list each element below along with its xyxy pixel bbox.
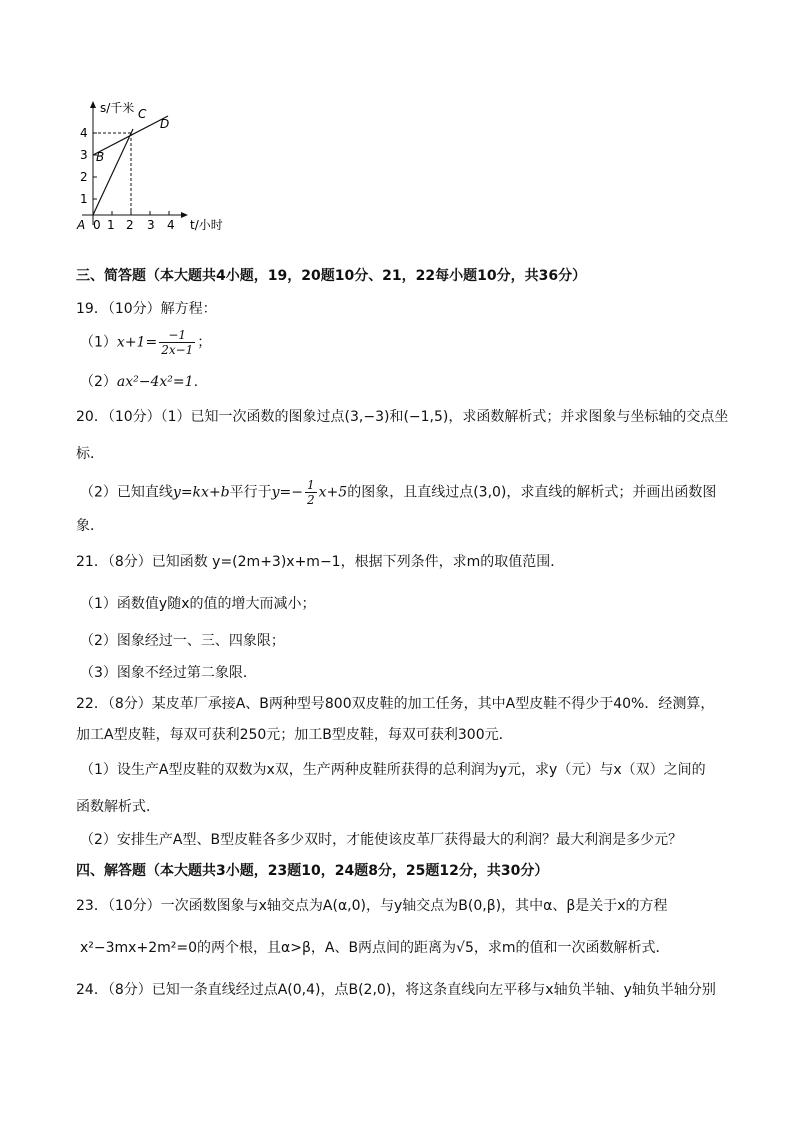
zero-label: 0 xyxy=(93,218,101,232)
q19-part1-numerator: −1 xyxy=(159,328,195,343)
q20-part2-e: x+5 xyxy=(318,484,348,501)
q20-part2-numerator: 1 xyxy=(307,478,315,492)
q23-line1: 23．（10分）一次函数图象与x轴交点为A(α,0)，与y轴交点为B(0,β)，其中α、β是关于x的方程 xyxy=(76,898,668,914)
q22-line5: （2）安排生产A型、B型皮鞋各多少双时，才能使该皮革厂获得最大的利润？最大利润是多少元？ xyxy=(80,832,683,848)
x-tick-1: 1 xyxy=(107,218,115,232)
q20-part2-f: 的图象，且直线过点(3,0)，求直线的解析式；并画出函数图 xyxy=(347,484,717,501)
q20-part2-a: （2）已知直线 xyxy=(80,484,173,501)
q20-part2-d: y=− xyxy=(271,484,304,501)
y-axis-label: s/千米 xyxy=(100,101,135,115)
y-tick-1: 1 xyxy=(80,192,88,206)
x-axis-label: t/小时 xyxy=(190,218,223,232)
point-label-B: B xyxy=(96,150,105,164)
q19-part1-fraction xyxy=(159,328,195,357)
y-axis-arrow xyxy=(90,101,96,108)
q22-line2: 加工A型皮鞋，每双可获利250元；加工B型皮鞋，每双可获利300元． xyxy=(76,727,513,743)
x-axis-arrow xyxy=(181,212,188,218)
q19-part2 xyxy=(80,372,208,392)
point-label-C: C xyxy=(138,107,147,121)
y-tick-3: 3 xyxy=(80,148,88,162)
q21-stem: 21．（8分）已知函数 y=(2m+3)x+m−1，根据下列条件，求m的取值范围． xyxy=(76,554,565,570)
y-tick-4: 4 xyxy=(80,126,88,140)
y-tick-2: 2 xyxy=(80,170,88,184)
line-from-A xyxy=(93,129,133,215)
section4-heading: 四、解答题（本大题共3小题，23题10，24题8分，25题12分，共30分） xyxy=(76,863,549,879)
q20-part2-denominator: 2 xyxy=(307,493,315,507)
q20-part2 xyxy=(80,478,716,507)
q20-part2-c: 平行于 xyxy=(229,484,272,501)
x-tick-3: 3 xyxy=(147,218,155,232)
q19-part1-left: x+1= xyxy=(116,334,158,351)
q19-part1-denominator: 2x−1 xyxy=(161,343,194,357)
point-label-D: D xyxy=(160,117,170,131)
q20-line2: 标． xyxy=(76,446,104,462)
q19-part2-expr: ax²−4x²=1． xyxy=(116,374,208,390)
q22-line4: 函数解析式． xyxy=(76,799,160,815)
q21-part2: （2）图象经过一、三、四象限； xyxy=(80,633,285,649)
q22-line1: 22．（8分）某皮革厂承接A、B两种型号800双皮鞋的加工任务，其中A型皮鞋不得少于40%．经测算， xyxy=(76,696,715,712)
x-tick-4: 4 xyxy=(167,218,175,232)
distance-time-graph xyxy=(70,95,270,240)
section3-heading: 三、简答题（本大题共4小题，19，20题10分、21，22每小题10分，共36分） xyxy=(76,268,587,284)
q24-line1: 24．（8分）已知一条直线经过点A(0,4)，点B(2,0)，将这条直线向左平移与x轴负半轴、y轴负半轴分别 xyxy=(76,982,716,998)
q20-part2-b: y=kx+b xyxy=(172,484,230,501)
x-tick-2: 2 xyxy=(126,218,134,232)
q19-stem: 19．（10分）解方程： xyxy=(76,301,217,317)
q21-part1: （1）函数值y随x的值的增大而减小； xyxy=(80,596,316,612)
q20-line1: 20．（10分）（1）已知一次函数的图象过点(3,−3)和(−1,5)，求函数解析式；并求图象与坐标轴的交点坐 xyxy=(76,409,729,425)
q19-part1-label: （1） xyxy=(80,334,117,351)
q21-part3: （3）图象不经过第二象限． xyxy=(80,665,257,681)
q20-part2-fraction xyxy=(305,478,317,507)
q19-part2-label: （2） xyxy=(80,374,117,390)
q19-part1 xyxy=(80,328,211,357)
q20-line4: 象． xyxy=(76,518,104,534)
q19-part1-end: ； xyxy=(197,334,212,351)
q22-line3: （1）设生产A型皮鞋的双数为x双，生产两种皮鞋所获得的总利润为y元，求y（元）与x（双）之间的 xyxy=(80,762,706,778)
origin-label-A: A xyxy=(77,218,86,232)
q23-line2: x²−3mx+2m²=0的两个根，且α>β，A、B两点间的距离为√5，求m的值和一次函数解析式． xyxy=(80,940,670,956)
